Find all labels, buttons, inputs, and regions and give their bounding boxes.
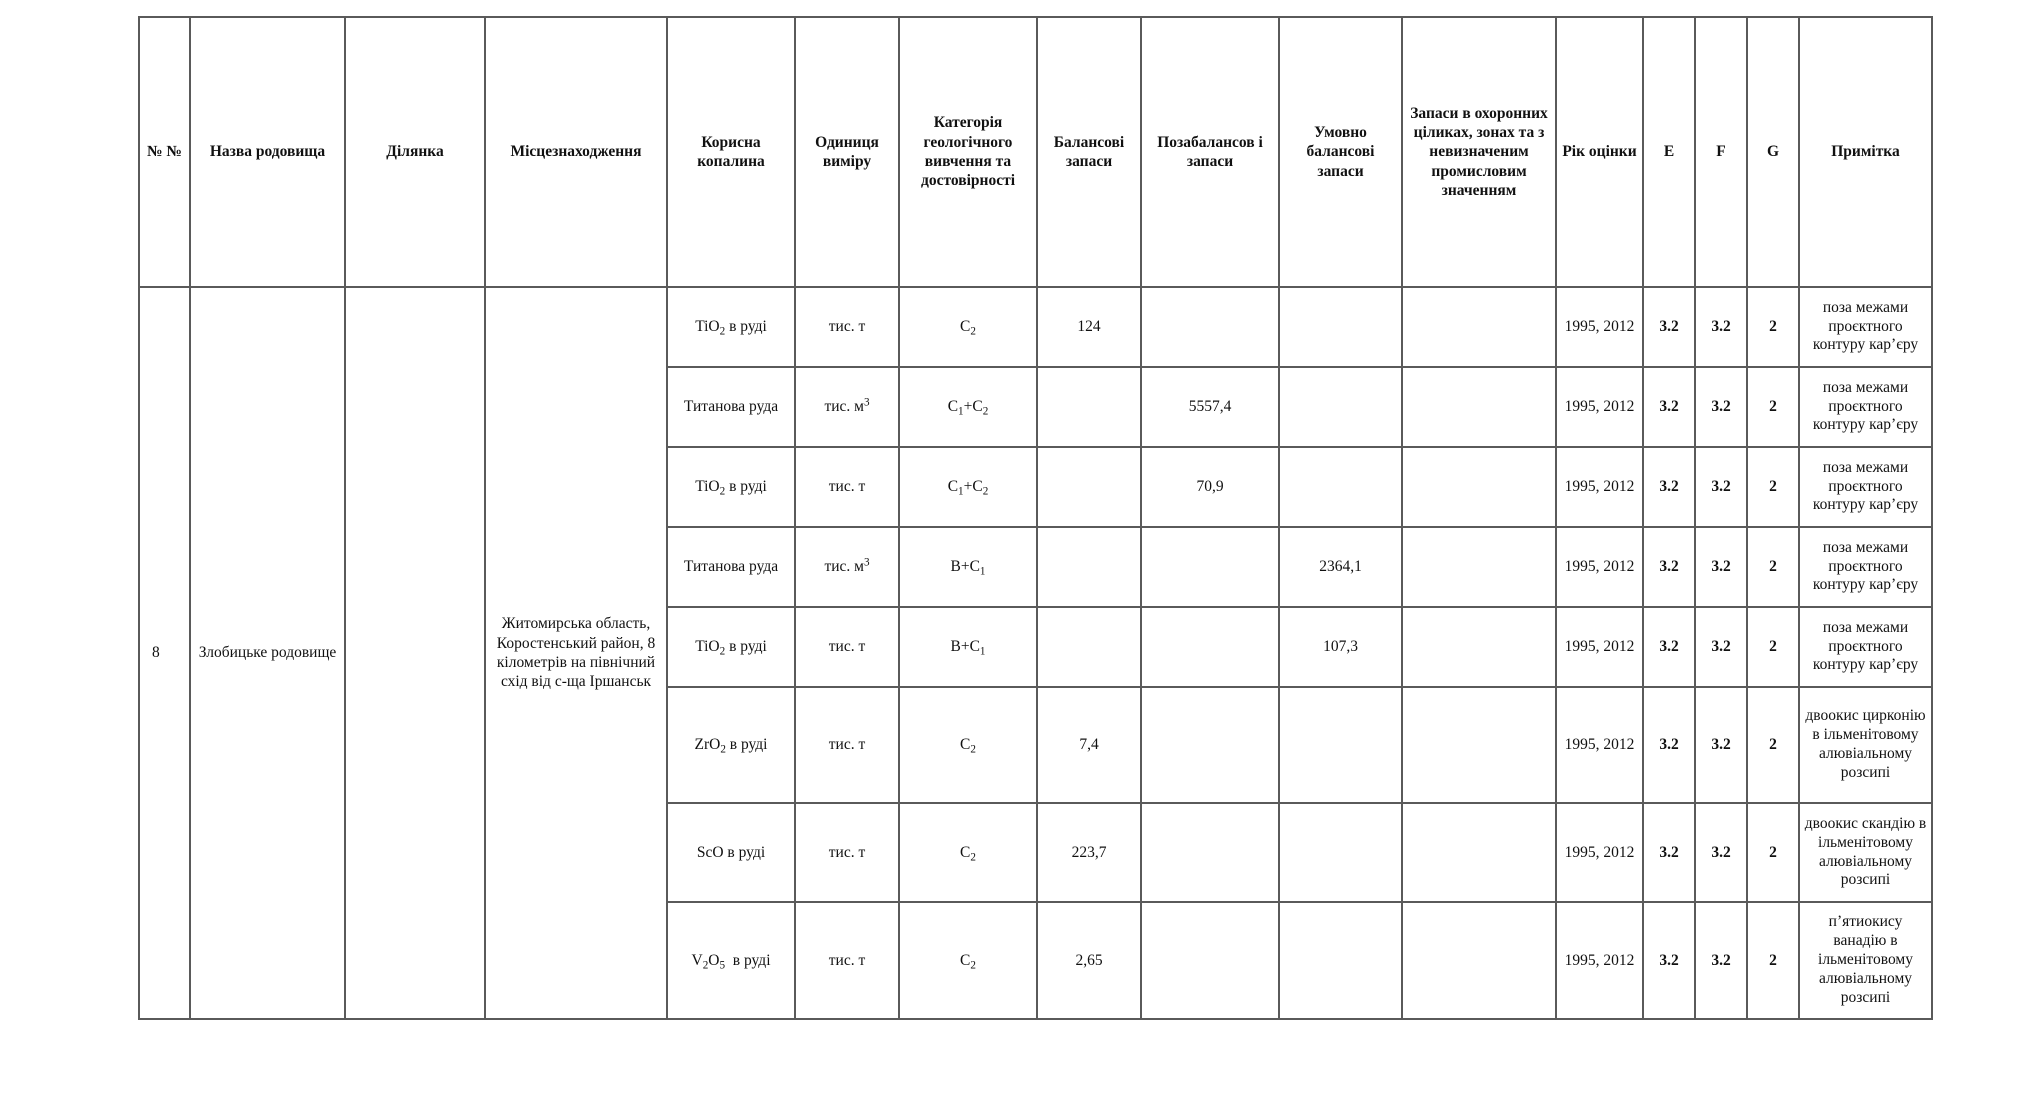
reserves-table xyxy=(138,16,1933,1020)
balance-cell xyxy=(1037,367,1141,447)
header-num: № № xyxy=(139,17,190,287)
note-cell: поза межами проєктного контуру кар’єру xyxy=(1799,367,1932,447)
header-location: Місцезнаходження xyxy=(485,17,667,287)
g-cell: 2 xyxy=(1747,687,1799,803)
deposit-site xyxy=(345,287,485,1019)
balance-cell xyxy=(1037,447,1141,527)
note-cell: поза межами проєктного контуру кар’єру xyxy=(1799,527,1932,607)
header-g: G xyxy=(1747,17,1799,287)
header-e: E xyxy=(1643,17,1695,287)
header-mineral: Корисна копалина xyxy=(667,17,795,287)
category-cell: $B+C_1$ xyxy=(899,527,1037,607)
protected-cell xyxy=(1402,527,1556,607)
year-cell: 1995, 2012 xyxy=(1556,902,1643,1019)
unit-cell: тис. т xyxy=(795,803,899,902)
category-cell: $C_2$ xyxy=(899,803,1037,902)
f-cell: 3.2 xyxy=(1695,527,1747,607)
year-cell: 1995, 2012 xyxy=(1556,367,1643,447)
deposit-location: Житомирська область, Коростенський район, 8 кілометрів на північний схід від с-ща Іршанськ xyxy=(485,287,667,1019)
protected-cell xyxy=(1402,902,1556,1019)
off-balance-cell: 5557,4 xyxy=(1141,367,1279,447)
g-cell: 2 xyxy=(1747,447,1799,527)
g-cell: 2 xyxy=(1747,287,1799,367)
note-cell: поза межами проєктного контуру кар’єру xyxy=(1799,447,1932,527)
year-cell: 1995, 2012 xyxy=(1556,687,1643,803)
note-cell: двоокис цирконію в ільменітовому алювіальному розсипі xyxy=(1799,687,1932,803)
header-protected: Запаси в охоронних цiликах, зонах та з невизначеним промисловим значенням xyxy=(1402,17,1556,287)
balance-cell xyxy=(1037,527,1141,607)
f-cell: 3.2 xyxy=(1695,447,1747,527)
header-year: Рік оцінки xyxy=(1556,17,1643,287)
protected-cell xyxy=(1402,607,1556,687)
category-cell: $C_2$ xyxy=(899,902,1037,1019)
category-cell: $B+C_1$ xyxy=(899,607,1037,687)
unit-cell: тис. т xyxy=(795,687,899,803)
unit-cell: тис. т xyxy=(795,447,899,527)
header-balance: Балансові запаси xyxy=(1037,17,1141,287)
header-row xyxy=(139,17,1932,287)
g-cell: 2 xyxy=(1747,803,1799,902)
off-balance-cell xyxy=(1141,527,1279,607)
e-cell: 3.2 xyxy=(1643,447,1695,527)
balance-cell xyxy=(1037,607,1141,687)
f-cell: 3.2 xyxy=(1695,902,1747,1019)
protected-cell xyxy=(1402,447,1556,527)
year-cell: 1995, 2012 xyxy=(1556,607,1643,687)
header-site: Ділянка xyxy=(345,17,485,287)
e-cell: 3.2 xyxy=(1643,803,1695,902)
e-cell: 3.2 xyxy=(1643,287,1695,367)
category-cell: $C_1+C_2$ xyxy=(899,367,1037,447)
off-balance-cell xyxy=(1141,607,1279,687)
note-cell: поза межами проєктного контуру кар’єру xyxy=(1799,287,1932,367)
g-cell: 2 xyxy=(1747,607,1799,687)
deposit-number: 8 xyxy=(139,287,190,1019)
mineral-cell: ScO в руді xyxy=(667,803,795,902)
e-cell: 3.2 xyxy=(1643,687,1695,803)
f-cell: 3.2 xyxy=(1695,287,1747,367)
note-cell: поза межами проєктного контуру кар’єру xyxy=(1799,607,1932,687)
header-f: F xyxy=(1695,17,1747,287)
year-cell: 1995, 2012 xyxy=(1556,447,1643,527)
mineral-cell: TiO$_2$ в руді xyxy=(667,607,795,687)
category-cell: $C_1+C_2$ xyxy=(899,447,1037,527)
mineral-cell: TiO$_2$ в руді xyxy=(667,287,795,367)
header-conditional: Умовно балансові запаси xyxy=(1279,17,1402,287)
protected-cell xyxy=(1402,367,1556,447)
off-balance-cell xyxy=(1141,287,1279,367)
mineral-cell: $V_2O_5$ в руді xyxy=(667,902,795,1019)
conditional-cell: 2364,1 xyxy=(1279,527,1402,607)
conditional-cell xyxy=(1279,803,1402,902)
balance-cell: 2,65 xyxy=(1037,902,1141,1019)
year-cell: 1995, 2012 xyxy=(1556,803,1643,902)
off-balance-cell xyxy=(1141,687,1279,803)
category-cell: $C_2$ xyxy=(899,687,1037,803)
g-cell: 2 xyxy=(1747,527,1799,607)
e-cell: 3.2 xyxy=(1643,607,1695,687)
protected-cell xyxy=(1402,287,1556,367)
header-deposit-name: Назва родовища xyxy=(190,17,345,287)
f-cell: 3.2 xyxy=(1695,367,1747,447)
f-cell: 3.2 xyxy=(1695,607,1747,687)
balance-cell: 7,4 xyxy=(1037,687,1141,803)
unit-cell: тис. т xyxy=(795,607,899,687)
off-balance-cell: 70,9 xyxy=(1141,447,1279,527)
e-cell: 3.2 xyxy=(1643,902,1695,1019)
e-cell: 3.2 xyxy=(1643,527,1695,607)
year-cell: 1995, 2012 xyxy=(1556,287,1643,367)
f-cell: 3.2 xyxy=(1695,803,1747,902)
unit-cell: тис. т xyxy=(795,287,899,367)
header-unit: Одиниця виміру xyxy=(795,17,899,287)
unit-cell: тис. $м^3$ xyxy=(795,367,899,447)
year-cell: 1995, 2012 xyxy=(1556,527,1643,607)
balance-cell: 124 xyxy=(1037,287,1141,367)
off-balance-cell xyxy=(1141,902,1279,1019)
header-note: Примітка xyxy=(1799,17,1932,287)
note-cell: п’ятиокису ванадію в ільменітовому алювіальному розсипі xyxy=(1799,902,1932,1019)
g-cell: 2 xyxy=(1747,902,1799,1019)
balance-cell: 223,7 xyxy=(1037,803,1141,902)
conditional-cell xyxy=(1279,902,1402,1019)
f-cell: 3.2 xyxy=(1695,687,1747,803)
off-balance-cell xyxy=(1141,803,1279,902)
table-row xyxy=(139,287,1932,367)
protected-cell xyxy=(1402,803,1556,902)
note-cell: двоокис скандію в ільменітовому алювіальному розсипі xyxy=(1799,803,1932,902)
deposit-name: Злобицьке родовище xyxy=(190,287,345,1019)
mineral-cell: Титанова руда xyxy=(667,527,795,607)
unit-cell: тис. $м^3$ xyxy=(795,527,899,607)
mineral-cell: TiO$_2$ в руді xyxy=(667,447,795,527)
conditional-cell xyxy=(1279,367,1402,447)
mineral-cell: Титанова руда xyxy=(667,367,795,447)
conditional-cell xyxy=(1279,287,1402,367)
protected-cell xyxy=(1402,687,1556,803)
mineral-cell: ZrO$_2$ в руді xyxy=(667,687,795,803)
conditional-cell: 107,3 xyxy=(1279,607,1402,687)
g-cell: 2 xyxy=(1747,367,1799,447)
header-off-balance: Позабалансов і запаси xyxy=(1141,17,1279,287)
conditional-cell xyxy=(1279,687,1402,803)
category-cell: $C_2$ xyxy=(899,287,1037,367)
conditional-cell xyxy=(1279,447,1402,527)
header-category: Категорія геологічного вивчення та достовірності xyxy=(899,17,1037,287)
e-cell: 3.2 xyxy=(1643,367,1695,447)
unit-cell: тис. т xyxy=(795,902,899,1019)
